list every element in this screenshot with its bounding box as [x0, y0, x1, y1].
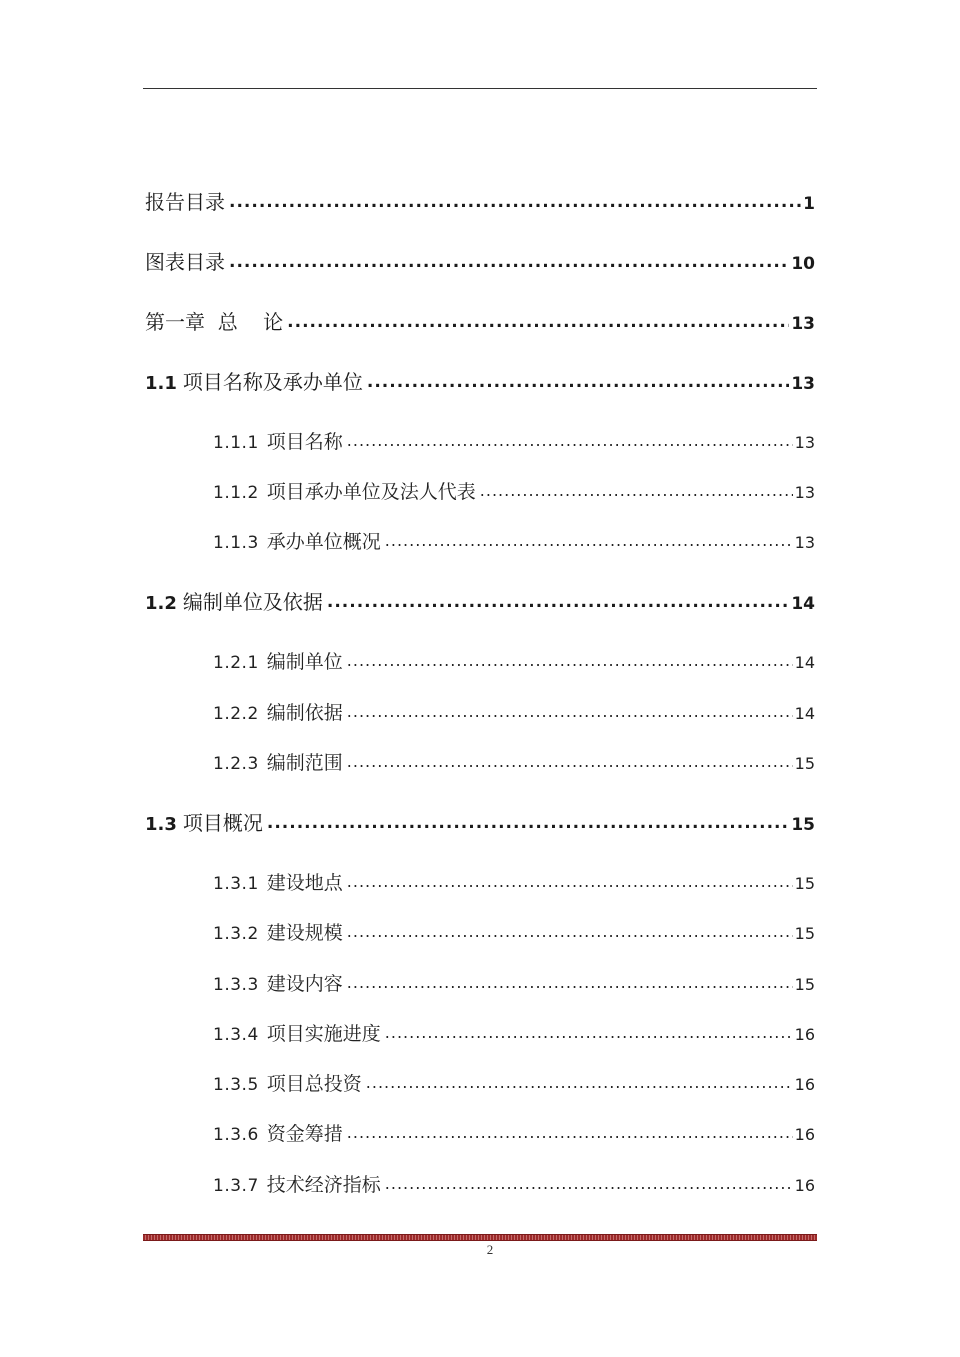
- toc-entry-section-1-1-2[interactable]: [213, 477, 815, 507]
- toc-entry-page: 10: [791, 254, 815, 274]
- toc-leader-dots: [367, 367, 789, 397]
- toc-entry-title: 项目总投资: [266, 1073, 362, 1095]
- toc-entry-report-contents[interactable]: [145, 187, 815, 217]
- toc-leader-dots: [385, 1169, 793, 1199]
- toc-entry-number: 1.2: [145, 593, 177, 614]
- toc-leader-dots: [347, 968, 793, 998]
- toc-entry-number: 1.3.1: [213, 874, 259, 894]
- toc-entry-page: 16: [794, 1125, 815, 1144]
- toc-leader-dots: [267, 808, 789, 838]
- toc-entry-section-1-2[interactable]: [145, 587, 815, 617]
- toc-entry-number: 1.1.1: [213, 433, 259, 453]
- toc-leader-dots: [229, 247, 789, 277]
- toc-entry-page: 14: [794, 704, 815, 723]
- toc-leader-dots: [347, 646, 793, 676]
- toc-leader-dots: [347, 867, 793, 897]
- toc-entry-page: 15: [791, 815, 815, 835]
- toc-entry-title: 技术经济指标: [266, 1174, 381, 1196]
- toc-entry-number: 1.1: [145, 373, 177, 394]
- toc-entry-section-1-3-4[interactable]: [213, 1019, 815, 1049]
- toc-entry-section-1-2-1[interactable]: [213, 647, 815, 677]
- toc-entry-number: 1.2.3: [213, 754, 259, 774]
- header-rule: [143, 88, 817, 89]
- toc-entry-section-1-1-3[interactable]: [213, 527, 815, 557]
- toc-entry-page: 16: [794, 1176, 815, 1195]
- toc-leader-dots: [347, 1118, 793, 1148]
- toc-entry-title: 项目名称及承办单位: [182, 370, 363, 394]
- toc-entry-page: 15: [794, 924, 815, 943]
- toc-entry-title: 资金筹措: [266, 1123, 343, 1145]
- toc-entry-page: 16: [794, 1075, 815, 1094]
- toc-entry-title: 报告目录: [145, 190, 225, 214]
- toc-entry-page: 15: [794, 975, 815, 994]
- toc-entry-section-1-3[interactable]: [145, 808, 815, 838]
- toc-entry-number: 1.2.1: [213, 653, 259, 673]
- toc-entry-title: 编制依据: [266, 702, 343, 724]
- toc-entry-title: 图表目录: [145, 250, 225, 274]
- toc-entry-number: 1.2.2: [213, 704, 259, 724]
- toc-entry-chapter-1[interactable]: [145, 307, 815, 337]
- toc-leader-dots: [347, 426, 793, 456]
- toc-entry-page: 13: [791, 314, 815, 334]
- toc-entry-title: 项目概况: [182, 811, 263, 835]
- toc-leader-dots: [385, 1018, 793, 1048]
- toc-entry-title: 项目承办单位及法人代表: [266, 481, 476, 503]
- toc-entry-number: 1.3.7: [213, 1176, 259, 1196]
- toc-entry-number: 1.3.4: [213, 1025, 259, 1045]
- toc-entry-number: 1.3.2: [213, 924, 259, 944]
- toc-entry-page: 13: [794, 533, 815, 552]
- toc-entry-title: 项目实施进度: [266, 1023, 381, 1045]
- toc-entry-number: 1.3.5: [213, 1075, 259, 1095]
- page-number: 2: [486, 1242, 494, 1257]
- toc-entry-page: 14: [794, 653, 815, 672]
- toc-entry-section-1-3-5[interactable]: [213, 1069, 815, 1099]
- toc-entry-section-1-3-1[interactable]: [213, 868, 815, 898]
- toc-entry-number: 1.1.2: [213, 483, 259, 503]
- toc-entry-page: 15: [794, 874, 815, 893]
- toc-entry-title: 第一章 总 论: [145, 310, 284, 334]
- toc-entry-figure-contents[interactable]: [145, 247, 815, 277]
- toc-entry-title: 建设规模: [266, 922, 343, 944]
- toc-entry-title: 编制单位: [266, 651, 343, 673]
- toc-leader-dots: [287, 307, 789, 337]
- toc-entry-number: 1.3: [145, 814, 177, 835]
- toc-entry-title: 编制单位及依据: [182, 590, 323, 614]
- toc-entry-section-1-3-7[interactable]: [213, 1170, 815, 1200]
- toc-leader-dots: [480, 476, 793, 506]
- toc-entry-number: 1.3.3: [213, 975, 259, 995]
- toc-entry-page: 13: [791, 374, 815, 394]
- toc-entry-title: 建设内容: [266, 973, 343, 995]
- toc-leader-dots: [327, 587, 789, 617]
- toc-entry-title: 承办单位概况: [266, 531, 381, 553]
- toc-entry-section-1-1-1[interactable]: [213, 427, 815, 457]
- toc-leader-dots: [347, 917, 793, 947]
- toc-leader-dots: [229, 187, 801, 217]
- toc-entry-page: 13: [794, 483, 815, 502]
- toc-entry-section-1-2-2[interactable]: [213, 698, 815, 728]
- toc-entry-page: 14: [791, 594, 815, 614]
- toc-entry-section-1-1[interactable]: [145, 367, 815, 397]
- toc-entry-section-1-3-2[interactable]: [213, 918, 815, 948]
- toc-leader-dots: [385, 526, 793, 556]
- toc-leader-dots: [366, 1068, 793, 1098]
- toc-entry-number: 1.1.3: [213, 533, 259, 553]
- toc-entry-section-1-3-6[interactable]: [213, 1119, 815, 1149]
- toc-entry-title: 项目名称: [266, 431, 343, 453]
- toc-entry-section-1-2-3[interactable]: [213, 748, 815, 778]
- toc-leader-dots: [347, 697, 793, 727]
- toc-entry-title: 编制范围: [266, 752, 343, 774]
- toc-entry-section-1-3-3[interactable]: [213, 969, 815, 999]
- toc-entry-page: 13: [794, 433, 815, 452]
- toc-entry-page: 16: [794, 1025, 815, 1044]
- footer-rule: [143, 1234, 817, 1241]
- toc-entry-page: 1: [803, 194, 815, 214]
- toc-entry-page: 15: [794, 754, 815, 773]
- toc-entry-number: 1.3.6: [213, 1125, 259, 1145]
- toc-entry-title: 建设地点: [266, 872, 343, 894]
- toc-leader-dots: [347, 747, 793, 777]
